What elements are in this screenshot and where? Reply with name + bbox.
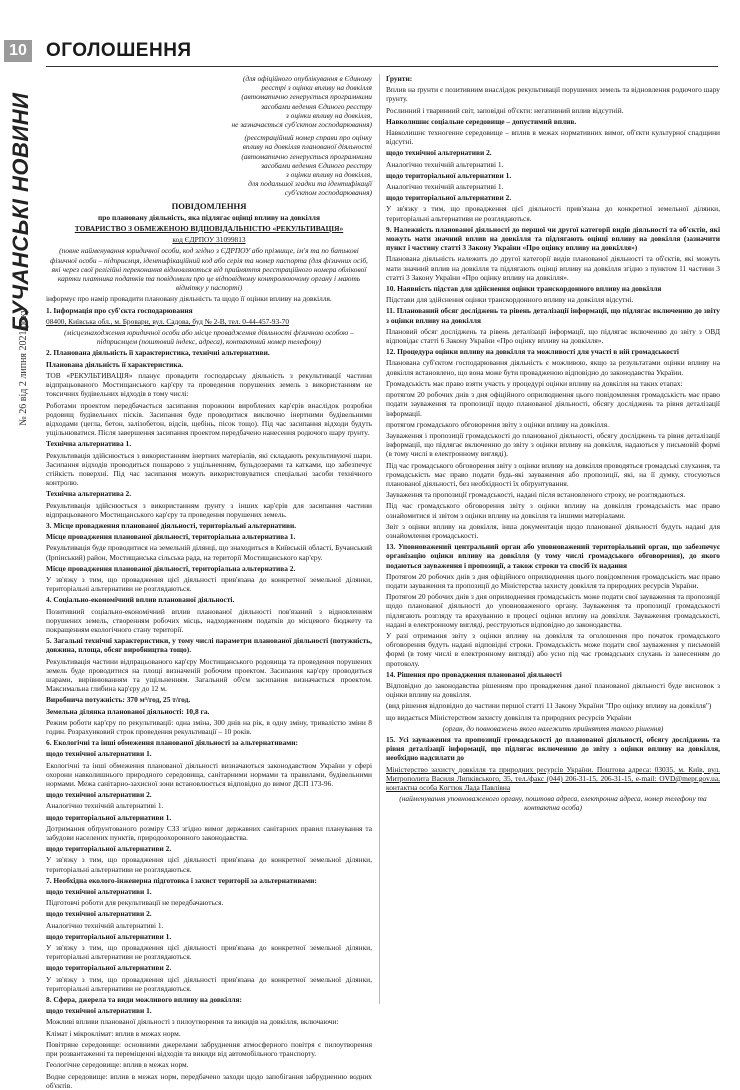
- paragraph: Рекультивація здійснюється з використанням ґрунту з інших кар'єрів для засипання частини відпрацьованого Мостищанського кар'єру та проведення порушених земель.: [46, 500, 372, 519]
- paragraph: Підготовчі роботи для рекультивації не передбачаються.: [46, 898, 224, 908]
- issue-label: № 26 від 2 липня 2021 року: [18, 308, 29, 426]
- paragraph: Підстави для здійснення оцінки транскордонного впливу на довкілля відсутні.: [386, 295, 634, 305]
- paragraph: Планована діяльність належить до другої категорії видів планованої діяльності та об'єктів, які можуть мати значний вплив на довкілля та підлягають оцінці впливу на довкілля згідно з пунктом 11 частини 3 статті 3 Закону України «Про оцінку впливу на довкілля».: [386, 254, 720, 282]
- paragraph: Рекультивація здійснюється з використанням інертних матеріалів, які складають рекультивуючі шари. Засипання відходів проводиться пошарово з ущільненням, бульдозерами та катками, що забезпечує стійкість поверхні. Під час засипання можуть використовуватися спеціальні засоби технічного контролю.: [46, 450, 372, 488]
- page-number: 10: [4, 40, 32, 62]
- column-separator: [379, 74, 380, 1004]
- paragraph: Навколишнє техногенне середовище – вплив в межах нормативних вимог, об'єкти культурної спадщини відсутні.: [386, 128, 720, 147]
- paragraph: 4. Соціально-економічний вплив планованої діяльності.: [46, 595, 235, 605]
- company-name: ТОВАРИСТВО З ОБМЕЖЕНОЮ ВІДПОВІДАЛЬНІСТЮ «РЕКУЛЬТИВАЦІЯ»: [74, 224, 344, 234]
- addressee-1-line: (для офіційного опублікування в Єдиному: [242, 74, 372, 83]
- inform-line: інформує про намір провадити плановану діяльність та щодо її оцінки впливу на довкілля.: [46, 294, 332, 304]
- paragraph: Протягом 20 робочих днів з дня офіційного оприлюднення цього повідомлення громадськість має право подати зауваження та пропозиції до Міністерства захисту довкілля та природних ресурсів України.: [386, 571, 720, 590]
- paragraph: 10. Наявність підстав для здійснення оцінки транскордонного впливу на довкілля: [386, 284, 662, 294]
- paragraph: щодо технічної альтернативи 1.: [46, 1006, 152, 1016]
- paragraph: 8. Сфера, джерела та види можливого впливу на довкілля:: [46, 995, 242, 1005]
- paragraph: щодо територіальної альтернативи 2.: [46, 844, 172, 854]
- paragraph: Технічна альтернатива 2.: [46, 489, 132, 499]
- paragraph: Можливі впливи планованої діяльності з пилоутворення та викидів на довкілля, включаючи:: [46, 1017, 339, 1027]
- paragraph: Плановий обсяг досліджень та рівень деталізації інформації, що підлягає включенню до звіту з ОВД відповідає статті 6 Закону України «Про оцінку впливу на довкілля».: [386, 326, 720, 346]
- paragraph: Планована суб'єктом господарювання діяльність є можливою, якщо за результатами оцінки впливу на довкілля встановлено, що вона може бути провадженою відповідно до законодавства України.: [386, 358, 720, 377]
- addressee-block-2: [46, 133, 372, 197]
- right-column: [386, 74, 720, 1004]
- section-title: ОГОЛОШЕННЯ: [46, 40, 192, 61]
- paragraph: Режим роботи кар'єру по рекультивації: одна зміна, 300 днів на рік, в одну зміну, тривалістю зміни 8 годин. Розрахунковий строк проведення рекультивації – 10 років.: [46, 717, 372, 736]
- paragraph: Роботами проектом передбачається засипання порожнин вироблених кар'єрів внаслідок розробки родовищ будівельних пісків. Засипання буде проводитися виключно інертними будівельними відходами (цегла, бетон, залізобетон, відсів, щебінь, пісок тощо). Під час засипання відходи будуть ущільнюватися. Після завершення засипання проектом передбачено нанесення родючого шару ґрунту.: [46, 400, 372, 438]
- paragraph: Громадськість має право взяти участь у процедурі оцінки впливу на довкілля на таких етапах:: [386, 378, 683, 388]
- paragraph: У зв'язку з тим, що провадження цієї діяльності прив'язана до конкретної земельної ділянки, територіальні альтернативи не розглядаються.: [46, 974, 372, 993]
- paragraph: Вплив на ґрунти є позитивним внаслідок рекультивації порушених земель та відновлення родючого шару ґрунту.: [386, 85, 720, 104]
- paragraph: Протягом 20 робочих днів з дня оприлюднення громадськість може подати свої зауваження та пропозиції щодо планованої діяльності до уповноваженого органу. Зауваження та пропозиції громадськості підлягають розгляду та врахуванню в процесі оцінки впливу на довкілля. Зауваження громадськості, надані в електронному вигляді, реєструються відповідно до законодавства.: [386, 592, 720, 629]
- paragraph: Під час громадського обговорення звіту з оцінки впливу на довкілля проводяться громадські слухання, та громадськість має право подати будь-які зауваження або пропозиції, які, на її думку, стосуються планованої діяльності, без необхідності їх обґрунтування.: [386, 460, 720, 488]
- paragraph: Виробнича потужність: 370 м³/год, 25 т/год.: [46, 695, 191, 705]
- addressee-1-line: (автоматично генерується програмними: [241, 92, 372, 102]
- paragraph: 14. Рішення про провадження планованої діяльності: [386, 669, 562, 679]
- paragraph: щодо територіальної альтернативи 1.: [386, 170, 512, 180]
- paragraph: Ґрунти:: [386, 74, 413, 83]
- company-code: код ЄДРПОУ 31099813: [172, 235, 246, 245]
- paragraph: (вид рішення відповідно до частини першої статті 11 Закону України "Про оцінку впливу на довкілля"): [386, 701, 712, 711]
- addressee-1-line: засобами ведення Єдиного реєстру: [261, 101, 372, 111]
- paragraph: протягом громадського обговорення звіту з оцінки впливу на довкілля.: [386, 419, 609, 429]
- paragraph: щодо територіальної альтернативи 2.: [46, 963, 172, 973]
- paragraph: що видається Міністерством захисту довкілля та природних ресурсів України: [386, 712, 632, 722]
- paragraph: Під час громадського обговорення звіту з оцінки впливу на довкілля громадськість має право ознайомитися зі звітом з оцінки впливу на довкілля та іншими матеріалами.: [386, 501, 720, 520]
- paragraph: Звіт з оцінки впливу на довкілля, інша документація щодо планованої діяльності будуть надані для ознайомлення громадськості.: [386, 521, 720, 540]
- paragraph: щодо технічної альтернативи 2.: [46, 790, 152, 800]
- left-paragraphs: [46, 348, 372, 1089]
- paragraph: У разі отримання звіту з оцінки впливу на довкілля та оголошення про початок громадського обговорення будуть надані відповідні строки. Громадськість може подати свої зауваження у письмовій формі (в тому числі в електронному вигляді) або усно під час громадських слухань із занесенням до протоколу.: [386, 630, 720, 668]
- company-note: (повне найменування юридичної особи, код згідно з ЄДРПОУ або прізвище, ім'я та по батькові фізичної особи – підприємця, ідентифікаційний код або серія та номер паспорта (для фізичних осіб, які через свої релігійні переконання відмовляються від прийняття реєстраційного номера облікової картки платника податків та повідомили про це відповідному контролюючому органу і мають відмітку у паспорті): [50, 246, 368, 293]
- paragraph: Геологічне середовище: вплив в межах норм.: [46, 1060, 189, 1070]
- paragraph: Аналогічно технічній альтернативі 1.: [46, 920, 164, 930]
- paragraph: 13. Уповноважений центральний орган або уповноважений територіальний орган, що забезпечує організацію оцінки впливу на довкілля (у тому числі громадського обговорення), до якого подаються зауваження і пропозиції, а також строки та спосіб їх надання: [386, 542, 720, 570]
- addressee-1-line: реєстрі з оцінки впливу на довкілля: [261, 83, 372, 93]
- addressee-2-line: впливу на довкілля планованої діяльності: [242, 142, 372, 152]
- paragraph: щодо територіальної альтернативи 1.: [46, 931, 172, 941]
- addressee-2-line: засобами ведення Єдиного реєстру: [261, 160, 372, 170]
- addressee-1-line: з оцінки впливу на довкілля,: [285, 110, 372, 120]
- paragraph: Навколишнє соціальне середовище – допустимий вплив.: [386, 116, 577, 126]
- paragraph: Технічна альтернатива 1.: [46, 439, 132, 449]
- right-paragraphs: [386, 74, 720, 813]
- side-strip: [0, 0, 38, 1024]
- paragraph: Рослинний і тваринний світ, заповідні об'єкти: негативний вплив відсутній.: [386, 105, 624, 115]
- paragraph: Дотримання обґрунтованого розміру СЗЗ згідно вимог державних санітарних правил планування та забудови населених пунктів, природоохоронного законодавства.: [46, 823, 372, 843]
- paragraph: (орган, до повноважень якого належить прийняття такого рішення): [442, 723, 664, 733]
- addressee-2-line: (реєстраційний номер справи про оцінку: [244, 133, 372, 143]
- paragraph: щодо територіальної альтернативи 1.: [46, 812, 172, 822]
- paragraph: Місце провадження планованої діяльності, територіальна альтернатива 2.: [46, 563, 296, 573]
- addressee-2-line: суб'єктом господарювання): [284, 188, 372, 198]
- paragraph: 9. Належність планованої діяльності до першої чи другої категорії видів діяльності та об'єктів, які можуть мати значний вплив на довкілля та підлягають оцінці впливу на довкілля (зазначити пункт і частину статті 3 Закону України «Про оцінку впливу на довкілля»): [386, 224, 720, 253]
- left-column: [46, 74, 372, 1090]
- paragraph: Повітряне середовище: основними джерелами забруднення атмосферного повітря є пилоутворення при розвантаженні та переміщенні відходів та викиди від автомобільного транспорту.: [46, 1039, 372, 1059]
- company-address: 08400, Київська обл., м. Бровари, вул. Садова, буд № 2-В, тел. 0-44-457-93-70: [46, 316, 290, 326]
- paragraph: У зв'язку з тим, що провадження цієї діяльності прив'язана до конкретної земельної ділянки, територіальні альтернативи не розглядаються.: [386, 204, 720, 223]
- paragraph: Водне середовище: вплив в межах норм, передбачено заходи щодо запобігання забрудненню водних об'єктів.: [46, 1071, 372, 1090]
- paragraph: 11. Планований обсяг досліджень та рівень деталізації інформації, що підлягає включенню до звіту з оцінки впливу на довкілля: [386, 306, 720, 325]
- paragraph: Клімат і мікроклімат: вплив в межах норм.: [46, 1028, 181, 1038]
- paragraph: Планована діяльність її характеристика.: [46, 359, 184, 369]
- paragraph: щодо технічної альтернативи 2.: [46, 909, 152, 919]
- section-1-heading: 1. Інформація про суб'єкта господарювання: [46, 305, 193, 315]
- paragraph: 3. Місце провадження планованої діяльності, територіальні альтернативи.: [46, 520, 297, 530]
- paragraph: ТОВ «РЕКУЛЬТИВАЦІЯ» планує провадити господарську діяльність з рекультивації частини відпрацьованого Мостищанського кар'єру та проведення порушених земель з використанням не токсичних будівельних відходів в тому числі:: [46, 370, 372, 399]
- paragraph: Земельна ділянка планованої діяльності: 10,8 га.: [46, 706, 210, 716]
- paragraph: щодо технічної альтернативи 1.: [46, 749, 152, 759]
- paragraph: 5. Загальні технічні характеристики, у тому числі параметри планованої діяльності (потужність, довжина, площа, обсяг виробництва тощо).: [46, 636, 372, 655]
- paragraph: 7. Необхідна еколого-інженерна підготовка і захист території за альтернативами:: [46, 875, 317, 885]
- paragraph: Екологічні та інші обмеження планованої діяльності визначаються законодавством України у сфері охорони навколишнього природного середовища, санітарними нормами та правилами, будівельними нормами. Межа санітарно-захисної зони встановлюється відповідно до вимог ДСП 173-96.: [46, 760, 372, 789]
- addressee-1-line: не зазначається суб'єктом господарювання): [231, 120, 372, 130]
- paragraph: Рекультивація буде проводитися на земельній ділянці, що знаходиться в Київській області, Бучанський (Ірпінський) район, Мостищанська сільська рада, на території Мостищанського кар'єру.: [46, 543, 372, 562]
- paragraph: щодо технічної альтернативи 1.: [46, 887, 152, 897]
- paragraph: 6. Екологічні та інші обмеження планованої діяльності за альтернативами:: [46, 738, 299, 748]
- notice-subtitle: про плановану діяльність, яка підлягає оцінці впливу на довкілля: [98, 212, 320, 222]
- addressee-block-1: [46, 74, 372, 129]
- address-note: (місцезнаходження юридичної особи або місце провадження діяльності фізичною особою – підприємцем (поштовий індекс, адреса), контактний номер телефону): [64, 328, 354, 347]
- paragraph: Позитивний соціально-економічний вплив планованої діяльності пов'язаний з відновленням порушених земель, створенням робочих місць, надходженням податків до місцевого бюджету та покращенням екологічного стану території.: [46, 606, 372, 634]
- newspaper-brand: БУЧАНСЬКІ НОВИНИ: [8, 92, 33, 332]
- addressee-2-line: для подальшої згадки та ідентифікації: [248, 179, 372, 189]
- notice-title: ПОВІДОМЛЕННЯ: [171, 200, 247, 211]
- paragraph: протягом 20 робочих днів з дня офіційного оприлюднення цього повідомлення громадськість має право подати зауваження та пропозиції щодо планованої діяльності, обсягу досліджень та рівня деталізації інформації.: [386, 390, 720, 418]
- paragraph: Відповідно до законодавства рішенням про провадження даної планованої діяльності буде висновок з оцінки впливу на довкілля.: [386, 680, 720, 700]
- paragraph: (найменування уповноваженого органу, поштова адреса, електронна адреса, номер телефону та контактна особа): [399, 794, 707, 813]
- paragraph: 12. Процедура оцінки впливу на довкілля та можливості для участі в ній громадськості: [386, 347, 679, 357]
- paragraph: щодо територіальної альтернативи 2.: [386, 193, 512, 203]
- paragraph: 2. Планована діяльність її характеристика, технічні альтернативи.: [46, 348, 270, 358]
- paragraph: Аналогічно технічній альтернативі 1.: [386, 159, 504, 169]
- paragraph: Зауваження і пропозиції громадськості до планованої діяльності, обсягу досліджень та рівня деталізації інформації, що підлягає включенню до звіту з оцінки впливу на довкілля, надаються у письмовій формі (в тому числі в електронному вигляді).: [386, 430, 720, 459]
- paragraph: Місце провадження планованої діяльності, територіальна альтернатива 1.: [46, 532, 296, 542]
- paragraph: Рекультивація частини відпрацьованого кар'єру Мостищанського родовища та проведення порушених земель буде проводитися на площі визначеній робочим проектом. Засипання кар'єру проводиться шарами, вирівнюванням та ущільненням. Загальний об'єм засипання визначається проектом. Максимальна глибина кар'єру до 12 м.: [46, 656, 372, 694]
- paragraph: У зв'язку з тим, що провадження цієї діяльності прив'язана до конкретної земельної ділянки, територіальні альтернативи не розглядаються.: [46, 943, 372, 962]
- section-header: [46, 40, 706, 62]
- paragraph: Міністерство захисту довкілля та природних ресурсів України. Поштова адреса: 03035, м. Київ, вул. Митрополита Василя Липківського, 35, тел./факс (044) 206-31-15, 206-31-15, e-mail: OVD@mepr.gov.ua, контактна особа Когтюк Лада Павлівна: [386, 764, 720, 793]
- addressee-2-line: з оцінки впливу на довкілля,: [285, 170, 372, 180]
- paragraph: Аналогічно технічній альтернативі 1.: [46, 801, 164, 811]
- paragraph: 15. Усі зауваження та пропозиції громадськості до планованої діяльності, обсягу досліджень та рівня деталізації інформації, що підлягає включенню до звіту з оцінки впливу на довкілля, необхідно надсилати до: [386, 735, 720, 763]
- paragraph: Аналогічно технічній альтернативі 1.: [386, 182, 504, 192]
- paragraph: щодо технічної альтернативи 2.: [386, 148, 492, 158]
- addressee-2-line: (автоматично генерується програмними: [241, 151, 372, 161]
- header-rule: [46, 66, 718, 67]
- paragraph: У зв'язку з тим, що провадження цієї діяльності прив'язана до конкретної земельної ділянки, територіальні альтернативи не розглядаються.: [46, 574, 372, 594]
- paragraph: У зв'язку з тим, що провадження цієї діяльності прив'язана до конкретної земельної ділянки, територіальні альтернативи не розглядаються.: [46, 855, 372, 874]
- paragraph: Зауваження та пропозиції громадськості, надані після встановленого строку, не розглядаються.: [386, 490, 686, 500]
